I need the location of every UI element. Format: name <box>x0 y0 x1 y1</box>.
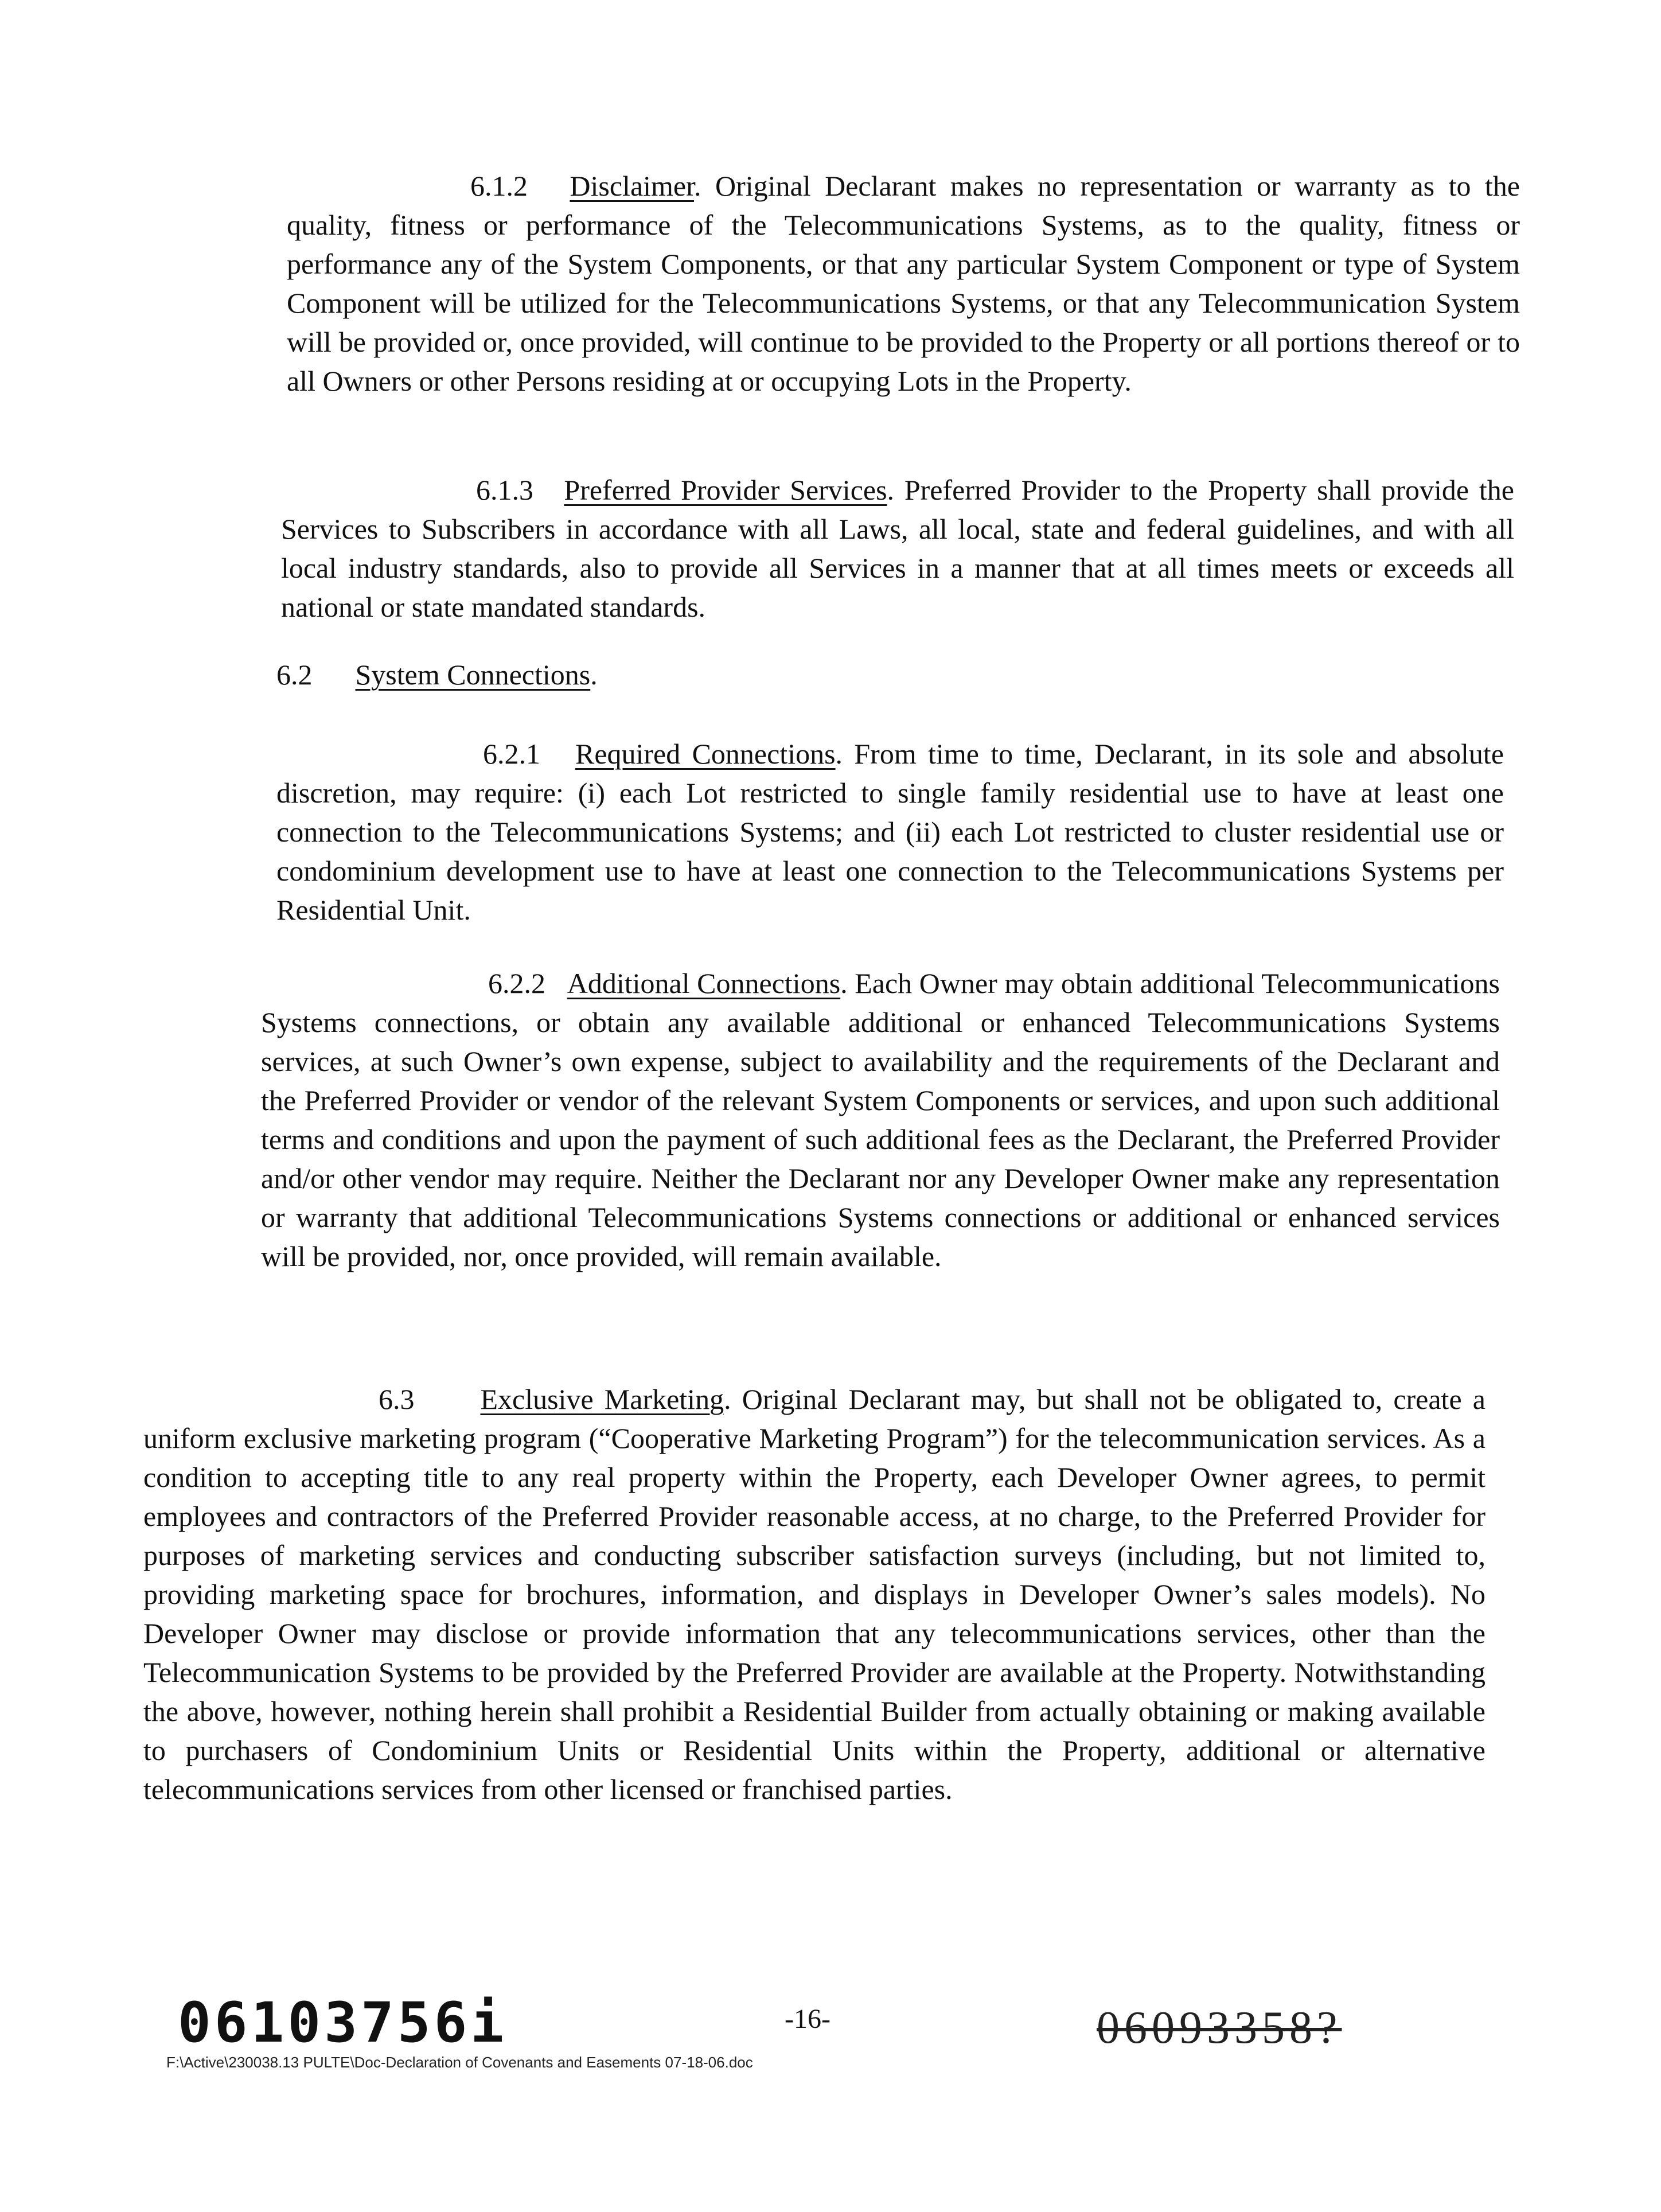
section-number: 6.1.3 <box>476 474 533 506</box>
section-6-2-1 <box>276 734 1504 929</box>
page-number: -16- <box>785 2004 830 2034</box>
section-body: . <box>590 659 598 691</box>
section-number: 6.2 <box>276 659 313 691</box>
section-title: Required Connections <box>575 738 836 770</box>
section-number: 6.2.2 <box>488 967 545 999</box>
section-number: 6.3 <box>379 1383 415 1415</box>
section-body: . From time to time, Declarant, in its sole and absolute discretion, may require: (i) each Lot restricted to single family residential use to have at least one connection to the Telecommunications Systems; and (ii) each Lot restricted to cluster residential use or condominium development use to have at least one connection to the Telecommunications Systems per Residential Unit. <box>276 738 1504 926</box>
section-6-1-2 <box>287 166 1520 400</box>
section-body: . Original Declarant may, but shall not be obligated to, create a uniform exclusive marketing program (“Cooperative Marketing Program”) for the telecommunication services. As a condition to accepting title to any real property within the Property, each Developer Owner agrees, to permit employees and contractors of the Preferred Provider reasonable access, at no charge, to the Preferred Provider for purposes of marketing services and conducting subscriber satisfaction surveys (including, but not limited to, providing marketing space for brochures, information, and displays in Developer Owner’s sales models). No Developer Owner may disclose or provide information that any telecommunications services, other than the Telecommunication Systems to be provided by the Preferred Provider are available at the Property. Notwithstanding the above, however, nothing herein shall prohibit a Residential Builder from actually obtaining or making available to purchasers of Condominium Units or Residential Units within the Property, additional or alternative telecommunications services from other licensed or franchised parties. <box>143 1383 1485 1805</box>
section-body: . Original Declarant makes no representation or warranty as to the quality, fitness or performance of the Telecommunications Systems, as to the quality, fitness or performance any of the System Components, or that any particular System Component or type of System Component will be utilized for the Telecommunications Systems, or that any Telecommunication System will be provided or, once provided, will continue to be provided to the Property or all portions thereof or to all Owners or other Persons residing at or occupying Lots in the Property. <box>287 170 1520 397</box>
section-number: 6.2.1 <box>483 738 540 770</box>
section-title: Disclaimer <box>570 170 695 202</box>
section-title: Preferred Provider Services <box>564 474 887 506</box>
section-title: System Connections <box>355 659 591 691</box>
section-body: . Preferred Provider to the Property shall provide the Services to Subscribers in accordance with all Laws, all local, state and federal guidelines, and with all local industry standards, also to provide all Services in a manner that at all times meets or exceeds all national or state mandated standards. <box>281 474 1514 623</box>
file-path: F:\Active\230038.13 PULTE\Doc-Declaration of Covenants and Easements 07-18-06.doc <box>166 2054 753 2071</box>
document-id: 06103756i <box>178 1991 508 2055</box>
struck-document-id: 06093358? <box>1097 2003 1342 2053</box>
section-title: Additional Connections <box>567 967 841 999</box>
section-number: 6.1.2 <box>470 170 528 202</box>
section-title: Exclusive Marketing <box>480 1383 724 1415</box>
section-6-2 <box>276 655 598 694</box>
section-6-1-3 <box>281 470 1514 626</box>
section-body: . Each Owner may obtain additional Telecommunications Systems connections, or obtain any available additional or enhanced Telecommunications Systems services, at such Owner’s own expense, subject to availability and the requirements of the Declarant and the Preferred Provider or vendor of the relevant System Components or services, and upon such additional terms and conditions and upon the payment of such additional fees as the Declarant, the Preferred Provider and/or other vendor may require. Neither the Declarant nor any Developer Owner make any representation or warranty that additional Telecommunications Systems connections or additional or enhanced services will be provided, nor, once provided, will remain available. <box>261 967 1500 1272</box>
section-6-2-2 <box>261 964 1500 1276</box>
section-6-3 <box>143 1380 1485 1809</box>
